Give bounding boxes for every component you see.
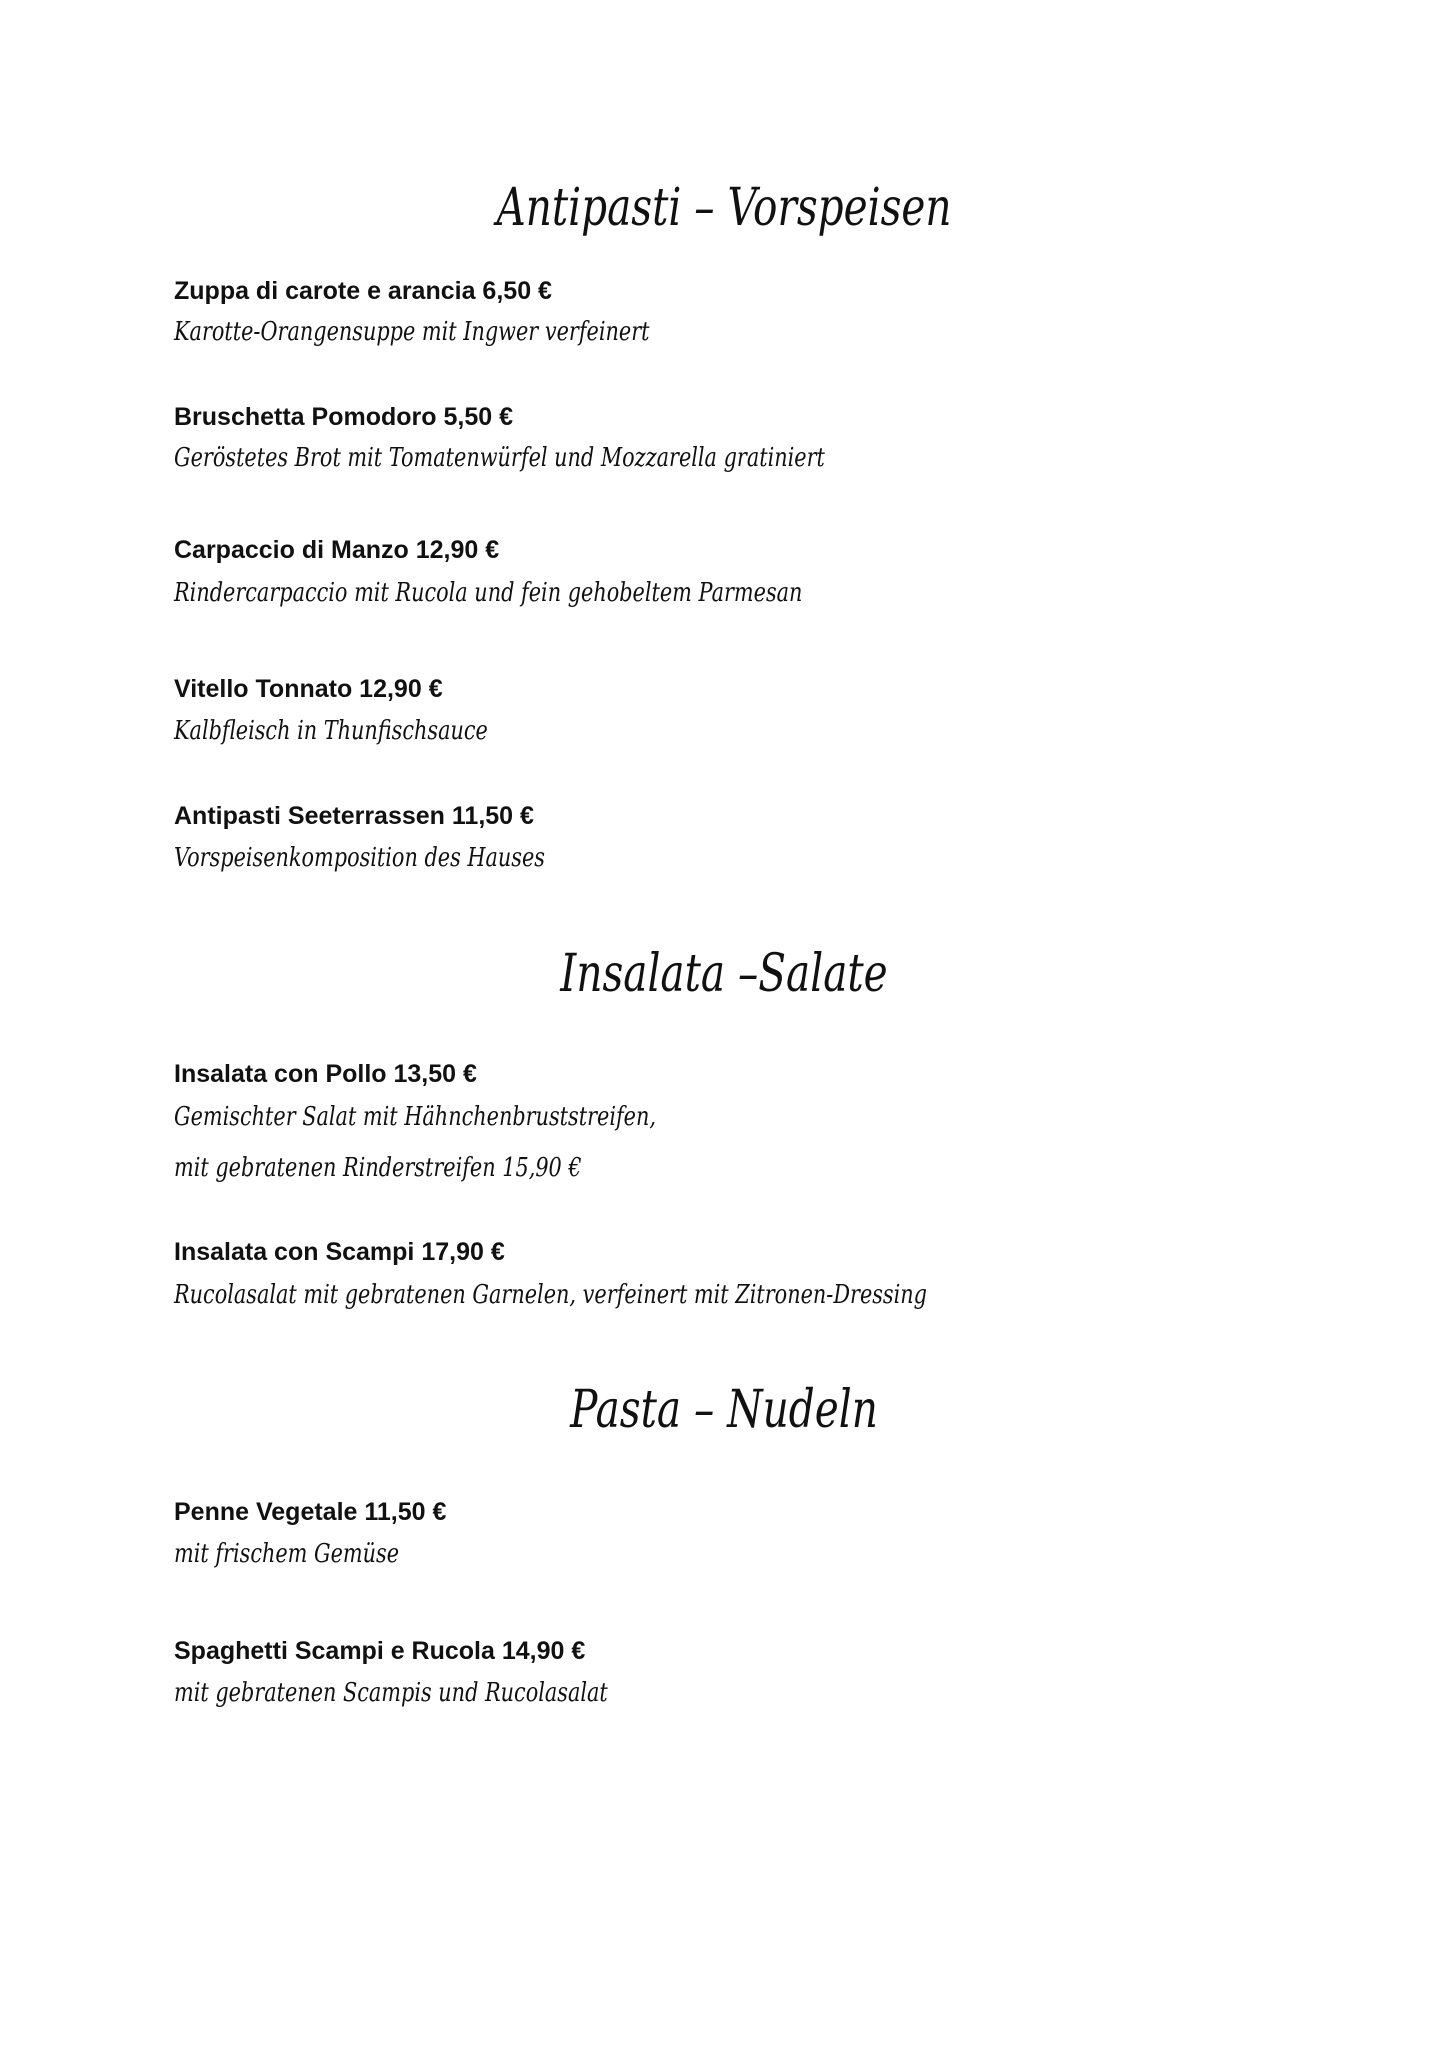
menu-item-name: Insalata con Pollo 13,50 € xyxy=(174,1060,477,1088)
section-title-insalata: Insalata –Salate xyxy=(560,944,888,1004)
menu-item-name: Vitello Tonnato 12,90 € xyxy=(174,675,443,703)
menu-item-name: Carpaccio di Manzo 12,90 € xyxy=(174,536,500,564)
menu-item-description: mit gebratenen Rinderstreifen 15,90 € xyxy=(174,1153,582,1183)
section-title-pasta: Pasta – Nudeln xyxy=(570,1380,878,1440)
menu-item-description: Gemischter Salat mit Hähnchenbruststreifen, xyxy=(174,1102,656,1132)
menu-item-name: Insalata con Scampi 17,90 € xyxy=(174,1238,505,1266)
menu-item-name: Penne Vegetale 11,50 € xyxy=(174,1498,447,1526)
menu-item-name: Bruschetta Pomodoro 5,50 € xyxy=(174,403,513,431)
menu-item-name: Antipasti Seeterrassen 11,50 € xyxy=(174,802,534,830)
menu-item-description: Rindercarpaccio mit Rucola und fein gehobeltem Parmesan xyxy=(174,578,803,608)
menu-item-description: mit frischem Gemüse xyxy=(174,1539,400,1569)
menu-item-description: Rucolasalat mit gebratenen Garnelen, verfeinert mit Zitronen-Dressing xyxy=(174,1280,927,1310)
menu-item-description: mit gebratenen Scampis und Rucolasalat xyxy=(174,1678,608,1708)
menu-item-description: Karotte-Orangensuppe mit Ingwer verfeinert xyxy=(174,317,650,347)
menu-item-name: Spaghetti Scampi e Rucola 14,90 € xyxy=(174,1637,586,1665)
menu-item-description: Geröstetes Brot mit Tomatenwürfel und Mozzarella gratiniert xyxy=(174,443,825,473)
section-title-antipasti: Antipasti – Vorspeisen xyxy=(496,178,952,238)
menu-item-description: Kalbfleisch in Thunfischsauce xyxy=(174,716,488,746)
menu-item-name: Zuppa di carote e arancia 6,50 € xyxy=(174,277,552,305)
menu-item-description: Vorspeisenkomposition des Hauses xyxy=(174,843,545,873)
